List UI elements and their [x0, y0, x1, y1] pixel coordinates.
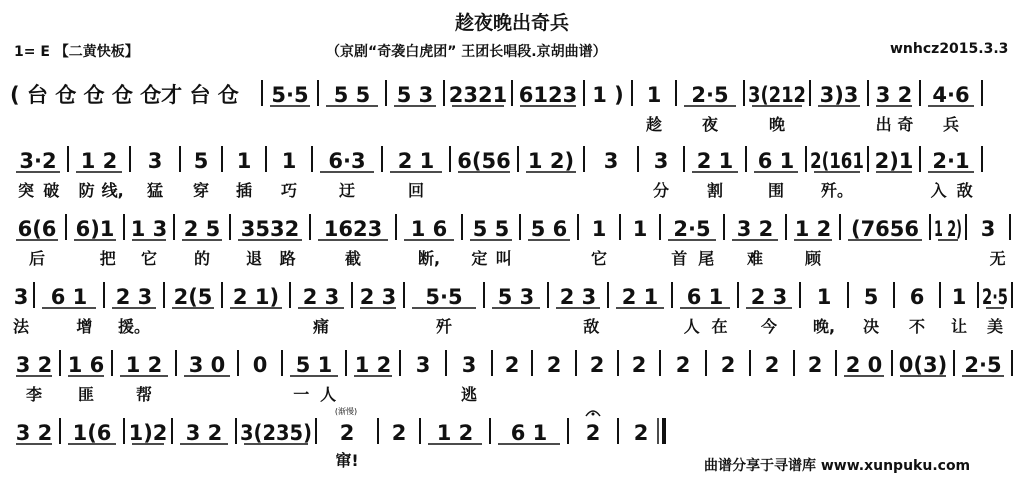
measure-notes: 1	[951, 285, 967, 309]
measure-notes: 6 1	[510, 421, 548, 445]
lyric-char: 敌	[583, 317, 600, 336]
measure-notes: 2	[633, 421, 649, 445]
lyric-char: 叫	[495, 249, 512, 268]
lyric-char: 退	[245, 249, 263, 268]
measure-notes: 2(5	[173, 285, 213, 309]
measure-notes: 2·5	[964, 353, 1002, 377]
measure-notes: 4·6	[932, 83, 970, 107]
measure-notes: 5·5	[425, 285, 463, 309]
lyric-char: 人	[320, 385, 337, 404]
lyric-char: 围	[767, 181, 785, 200]
lyric-char: 路	[279, 249, 296, 268]
lyric-char: 的	[193, 249, 211, 268]
measure-notes: 2·1	[932, 149, 970, 173]
measure-notes: 1 )	[592, 83, 624, 107]
measure-notes: 6)1	[75, 217, 115, 241]
measure-notes: 3(212	[748, 83, 806, 107]
measure-notes: 2 3	[359, 285, 397, 309]
lyric-char: 援。	[117, 317, 151, 336]
measure-notes: 1 2	[794, 217, 832, 241]
measure-notes: 3 2	[15, 353, 53, 377]
lyric-char: 晚,	[812, 317, 836, 336]
measure-notes: 2 5	[183, 217, 221, 241]
measure-notes: 2(161	[810, 149, 864, 173]
measure-notes: (7656	[850, 217, 920, 241]
lyric-char: 匪	[77, 385, 95, 404]
measure-notes: 2	[391, 421, 407, 445]
lyric-char: 定	[471, 249, 488, 268]
measure-notes: 0(3)	[898, 353, 948, 377]
measure-notes: 2	[339, 421, 355, 445]
lyric-char: 美	[986, 317, 1004, 336]
lyric-char: 增	[76, 317, 93, 336]
measure-notes: 2 3	[115, 285, 153, 309]
source-footer: 曲谱分享于寻谱库 www.xunpuku.com	[704, 458, 971, 474]
lyric-char: 今	[760, 317, 778, 336]
measure-notes: 5	[193, 149, 209, 173]
lyric-char: 截	[344, 249, 362, 268]
measure-notes: 5 3	[396, 83, 434, 107]
lyric-char: 突	[17, 181, 35, 200]
tempo-mark: (渐慢)	[334, 407, 358, 416]
score-author: wnhcz2015.3.3	[890, 41, 1009, 57]
measure-notes: 2	[631, 353, 647, 377]
measure-notes: 3	[461, 353, 477, 377]
measure-notes: 2321	[448, 83, 508, 107]
lyric-char: 奇	[897, 115, 914, 134]
measure-notes: 3	[603, 149, 619, 173]
measure-notes: 1	[236, 149, 252, 173]
measure-notes: 1	[281, 149, 297, 173]
measure-notes: 5 5	[472, 217, 510, 241]
lyric-char: 插	[235, 181, 253, 200]
measure-notes: ( 台 仓 仓 仓 仓才 台 仓	[10, 83, 239, 107]
measure-notes: 1	[816, 285, 832, 309]
measure-notes: 3)3	[819, 83, 859, 107]
measure-notes: 6(56	[457, 149, 511, 173]
measure-notes: 2 3	[302, 285, 340, 309]
lyric-char: 人	[683, 317, 700, 336]
lyric-char: 难	[746, 249, 764, 268]
measure-notes: 1 2	[80, 149, 118, 173]
measure-notes: 2	[504, 353, 520, 377]
measure-notes: 2 1	[696, 149, 734, 173]
lyric-char: 首	[671, 249, 688, 268]
measure-notes: 3 0	[188, 353, 226, 377]
lyric-char: 后	[28, 249, 46, 268]
lyric-char: 李	[25, 385, 43, 404]
measure-notes: 1 6	[410, 217, 448, 241]
lyric-char: 无	[989, 249, 1006, 268]
lyric-char: 在	[711, 317, 728, 336]
lyric-char: 痛	[312, 317, 330, 336]
measure-notes: 2	[585, 421, 601, 445]
measure-notes: 2	[720, 353, 736, 377]
measure-notes: 2 1	[621, 285, 659, 309]
measure-notes: 1(6	[72, 421, 112, 445]
score-title: 趁夜晚出奇兵	[454, 12, 569, 34]
lyric-char: 夜	[701, 115, 719, 134]
lyric-char: 线,	[101, 181, 124, 200]
measure-notes: 1)2	[128, 421, 168, 445]
measure-notes: 2 3	[559, 285, 597, 309]
measure-notes: 1 2)	[527, 149, 575, 173]
measure-notes: 5 6	[530, 217, 568, 241]
lyric-char: 破	[43, 181, 60, 200]
lyric-char: 出	[875, 115, 892, 134]
measure-notes: 6123	[518, 83, 578, 107]
lyric-char: 歼。	[820, 181, 854, 200]
measure-notes: 2	[764, 353, 780, 377]
measure-notes: 0	[252, 353, 268, 377]
measure-notes: 3·2	[19, 149, 57, 173]
measure-notes: 1 2	[125, 353, 163, 377]
measure-notes: 2 1)	[232, 285, 280, 309]
lyric-char: 法	[12, 317, 30, 336]
lyric-char: 断,	[417, 249, 441, 268]
lyric-char: 防	[78, 181, 95, 200]
measure-notes: 5 3	[497, 285, 535, 309]
lyric-char: 顾	[804, 249, 822, 268]
lyric-char: 兵	[942, 115, 960, 134]
measure-notes: 3	[13, 285, 29, 309]
measure-notes: 3 2	[875, 83, 913, 107]
measure-notes: 3 2	[185, 421, 223, 445]
lyric-char: 不	[908, 317, 926, 336]
measure-notes: 2	[807, 353, 823, 377]
measure-notes: 5 5	[333, 83, 371, 107]
fermata-dot	[592, 413, 595, 416]
measure-notes: 5	[863, 285, 879, 309]
measure-notes: 1	[632, 217, 648, 241]
measure-notes: 1 2)	[934, 217, 962, 241]
lyric-char: 逃	[460, 385, 478, 404]
lyric-char: 它	[590, 249, 608, 268]
lyric-char: 入	[930, 181, 947, 200]
lyric-char: 一	[293, 385, 310, 404]
measure-notes: 2·5	[691, 83, 729, 107]
measure-notes: 5·5	[271, 83, 309, 107]
measure-notes: 3532	[240, 217, 300, 241]
measure-notes: 2	[546, 353, 562, 377]
measure-notes: 3	[415, 353, 431, 377]
measure-notes: 3	[147, 149, 163, 173]
score-subtitle: （京剧“奇袭白虎团” 王团长唱段.京胡曲谱）	[326, 44, 607, 60]
lyric-char: 敌	[956, 181, 973, 200]
lyric-char: 迂	[338, 181, 356, 200]
measure-notes: 2 0	[845, 353, 883, 377]
measure-notes: 6 1	[757, 149, 795, 173]
measure-notes: 6	[909, 285, 925, 309]
measure-notes: 1 3	[130, 217, 168, 241]
measure-notes: 1	[646, 83, 662, 107]
measure-notes: 6 1	[686, 285, 724, 309]
lyric-char: 趁	[645, 115, 663, 134]
key-signature: 1= E 【二黄快板】	[14, 44, 139, 60]
lyric-char: 分	[652, 181, 670, 200]
lyric-char: 歼	[435, 317, 453, 336]
lyric-char: 巧	[280, 181, 298, 200]
lyric-char: 帮	[135, 385, 153, 404]
lyric-char: 晚	[768, 115, 786, 134]
measure-notes: 3	[980, 217, 996, 241]
lyric-char: 决	[862, 317, 880, 336]
measure-notes: 3 2	[15, 421, 53, 445]
lyric-char: 窜!	[335, 451, 359, 470]
measure-notes: 1 2	[354, 353, 392, 377]
lyric-char: 回	[407, 181, 425, 200]
measure-notes: 2 1	[397, 149, 435, 173]
measure-notes: 2 3	[750, 285, 788, 309]
measure-notes: 6·3	[328, 149, 366, 173]
lyric-char: 它	[140, 249, 158, 268]
measure-notes: 2·5	[982, 285, 1008, 309]
lyric-char: 把	[99, 249, 116, 268]
measure-notes: 6 1	[50, 285, 88, 309]
lyric-char: 猛	[146, 181, 164, 200]
measure-notes: 5 1	[295, 353, 333, 377]
lyric-char: 穿	[192, 181, 210, 200]
measure-notes: 2·5	[673, 217, 711, 241]
measure-notes: 1 2	[436, 421, 474, 445]
measure-notes: 3 2	[736, 217, 774, 241]
measure-notes: 1	[591, 217, 607, 241]
measure-notes: 3	[653, 149, 669, 173]
measure-notes: 1623	[323, 217, 383, 241]
measure-notes: 2	[675, 353, 691, 377]
measure-notes: 1 6	[67, 353, 105, 377]
lyric-char: 割	[706, 181, 724, 200]
measure-notes: 3(235)	[240, 421, 312, 445]
measure-notes: 2)1	[874, 149, 914, 173]
measure-notes: 2	[589, 353, 605, 377]
lyric-char: 让	[950, 317, 968, 336]
lyric-char: 尾	[698, 249, 715, 268]
measure-notes: 6(6	[17, 217, 57, 241]
